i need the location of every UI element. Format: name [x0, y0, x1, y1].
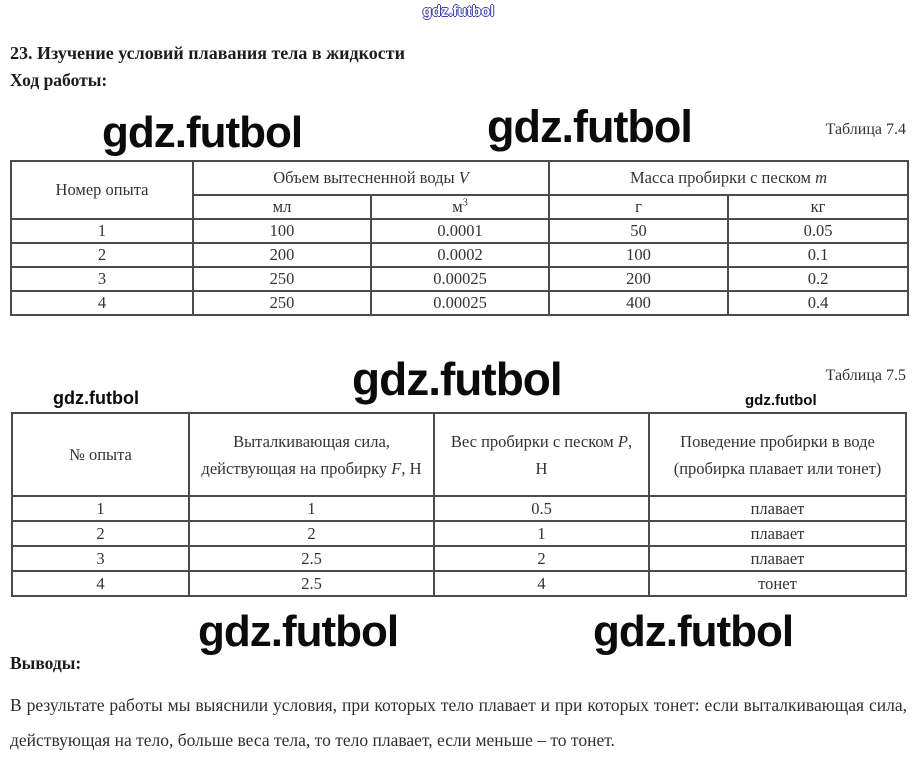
header-text: Вес пробирки с песком [450, 431, 618, 451]
table2-caption: Таблица 7.5 [825, 367, 906, 384]
conclusion-text: В результате работы мы выяснили условия, при которых тело плавает и при которых тонет: если выталкивающая сила, действующая на тело, больше веса тела, то тело плавает, если меньше – то тонет. [10, 695, 907, 750]
watermark-gdz-futbol: gdz.futbol [198, 607, 399, 656]
table-row [11, 243, 908, 267]
table-row [11, 219, 908, 243]
cell-mass-g: 200 [549, 267, 728, 291]
watermark-gdz-futbol: gdz.futbol [102, 108, 303, 157]
cell-behavior: плавает [649, 521, 906, 546]
table-7-4 [10, 160, 909, 316]
unit-g [549, 195, 728, 219]
header-text: , Н [401, 458, 422, 478]
column-header-tube-behavior [649, 413, 906, 496]
cell-experiment-number: 4 [12, 571, 189, 596]
unit-text: мл [272, 197, 292, 216]
cell-experiment-number: 3 [12, 546, 189, 571]
table-row [11, 291, 908, 315]
cell-experiment-number: 4 [11, 291, 193, 315]
cell-experiment-number: 2 [12, 521, 189, 546]
unit-ml [193, 195, 371, 219]
cell-volume-ml: 200 [193, 243, 371, 267]
group-header-text: Масса пробирки с песком [630, 168, 816, 187]
unit-text: г [635, 197, 642, 216]
cell-volume-m3: 0.00025 [371, 267, 549, 291]
cell-mass-kg: 0.1 [728, 243, 908, 267]
unit-text: кг [810, 197, 826, 216]
unit-text: м [452, 197, 463, 216]
variable-symbol: P [617, 431, 628, 451]
watermark-gdz-futbol-top: gdz.futbol [422, 3, 495, 20]
header-text: , Н [535, 431, 633, 478]
cell-behavior: плавает [649, 496, 906, 521]
watermark-gdz-futbol: gdz.futbol [745, 392, 817, 409]
table-header-row [11, 161, 908, 195]
header-text: Поведение пробирки в воде (пробирка плавает или тонет) [673, 431, 882, 478]
cell-experiment-number: 2 [11, 243, 193, 267]
cell-buoyant-force: 2 [189, 521, 434, 546]
table-header-row [12, 413, 906, 496]
cell-weight: 1 [434, 521, 649, 546]
conclusions-label: Выводы: [10, 653, 82, 673]
header-text: Выталкивающая сила, действующая на пробирку [201, 431, 392, 478]
watermark-gdz-futbol: gdz.futbol [53, 388, 139, 408]
table-row [11, 267, 908, 291]
cell-mass-g: 100 [549, 243, 728, 267]
cell-volume-ml: 100 [193, 219, 371, 243]
column-header-experiment-number [12, 413, 189, 496]
cell-experiment-number: 1 [12, 496, 189, 521]
table-row [12, 521, 906, 546]
cell-mass-kg: 0.4 [728, 291, 908, 315]
column-header-experiment-number: Номер опыта [11, 161, 193, 219]
column-group-tube-mass [549, 161, 908, 195]
cell-buoyant-force: 2.5 [189, 571, 434, 596]
cell-mass-kg: 0.05 [728, 219, 908, 243]
cell-experiment-number: 1 [11, 219, 193, 243]
cell-mass-g: 400 [549, 291, 728, 315]
page-title: 23. Изучение условий плавания тела в жидкости [10, 43, 405, 64]
cell-weight: 0.5 [434, 496, 649, 521]
table-row [12, 496, 906, 521]
variable-symbol: m [815, 168, 828, 187]
cell-volume-m3: 0.0002 [371, 243, 549, 267]
cell-behavior: плавает [649, 546, 906, 571]
table-row [12, 546, 906, 571]
cell-mass-kg: 0.2 [728, 267, 908, 291]
column-header-tube-weight [434, 413, 649, 496]
group-header-text: Объем вытесненной воды [273, 168, 459, 187]
unit-kg [728, 195, 908, 219]
header-text: № опыта [69, 445, 132, 464]
watermark-gdz-futbol: gdz.futbol [487, 101, 692, 152]
unit-superscript: 3 [462, 197, 468, 209]
cell-buoyant-force: 2.5 [189, 546, 434, 571]
column-group-displaced-volume [193, 161, 549, 195]
cell-volume-ml: 250 [193, 267, 371, 291]
variable-symbol: V [458, 168, 469, 187]
cell-volume-ml: 250 [193, 291, 371, 315]
cell-weight: 2 [434, 546, 649, 571]
table-row [12, 571, 906, 596]
work-steps-label: Ход работы: [10, 70, 108, 90]
cell-buoyant-force: 1 [189, 496, 434, 521]
watermark-gdz-futbol: gdz.futbol [593, 607, 794, 656]
table1-caption: Таблица 7.4 [825, 121, 906, 138]
cell-volume-m3: 0.00025 [371, 291, 549, 315]
cell-mass-g: 50 [549, 219, 728, 243]
unit-m3 [371, 195, 549, 219]
cell-weight: 4 [434, 571, 649, 596]
variable-symbol: F [391, 458, 402, 478]
watermark-gdz-futbol: gdz.futbol [352, 353, 562, 405]
cell-behavior: тонет [649, 571, 906, 596]
column-header-buoyant-force [189, 413, 434, 496]
cell-volume-m3: 0.0001 [371, 219, 549, 243]
table-7-5 [11, 412, 907, 597]
cell-experiment-number: 3 [11, 267, 193, 291]
